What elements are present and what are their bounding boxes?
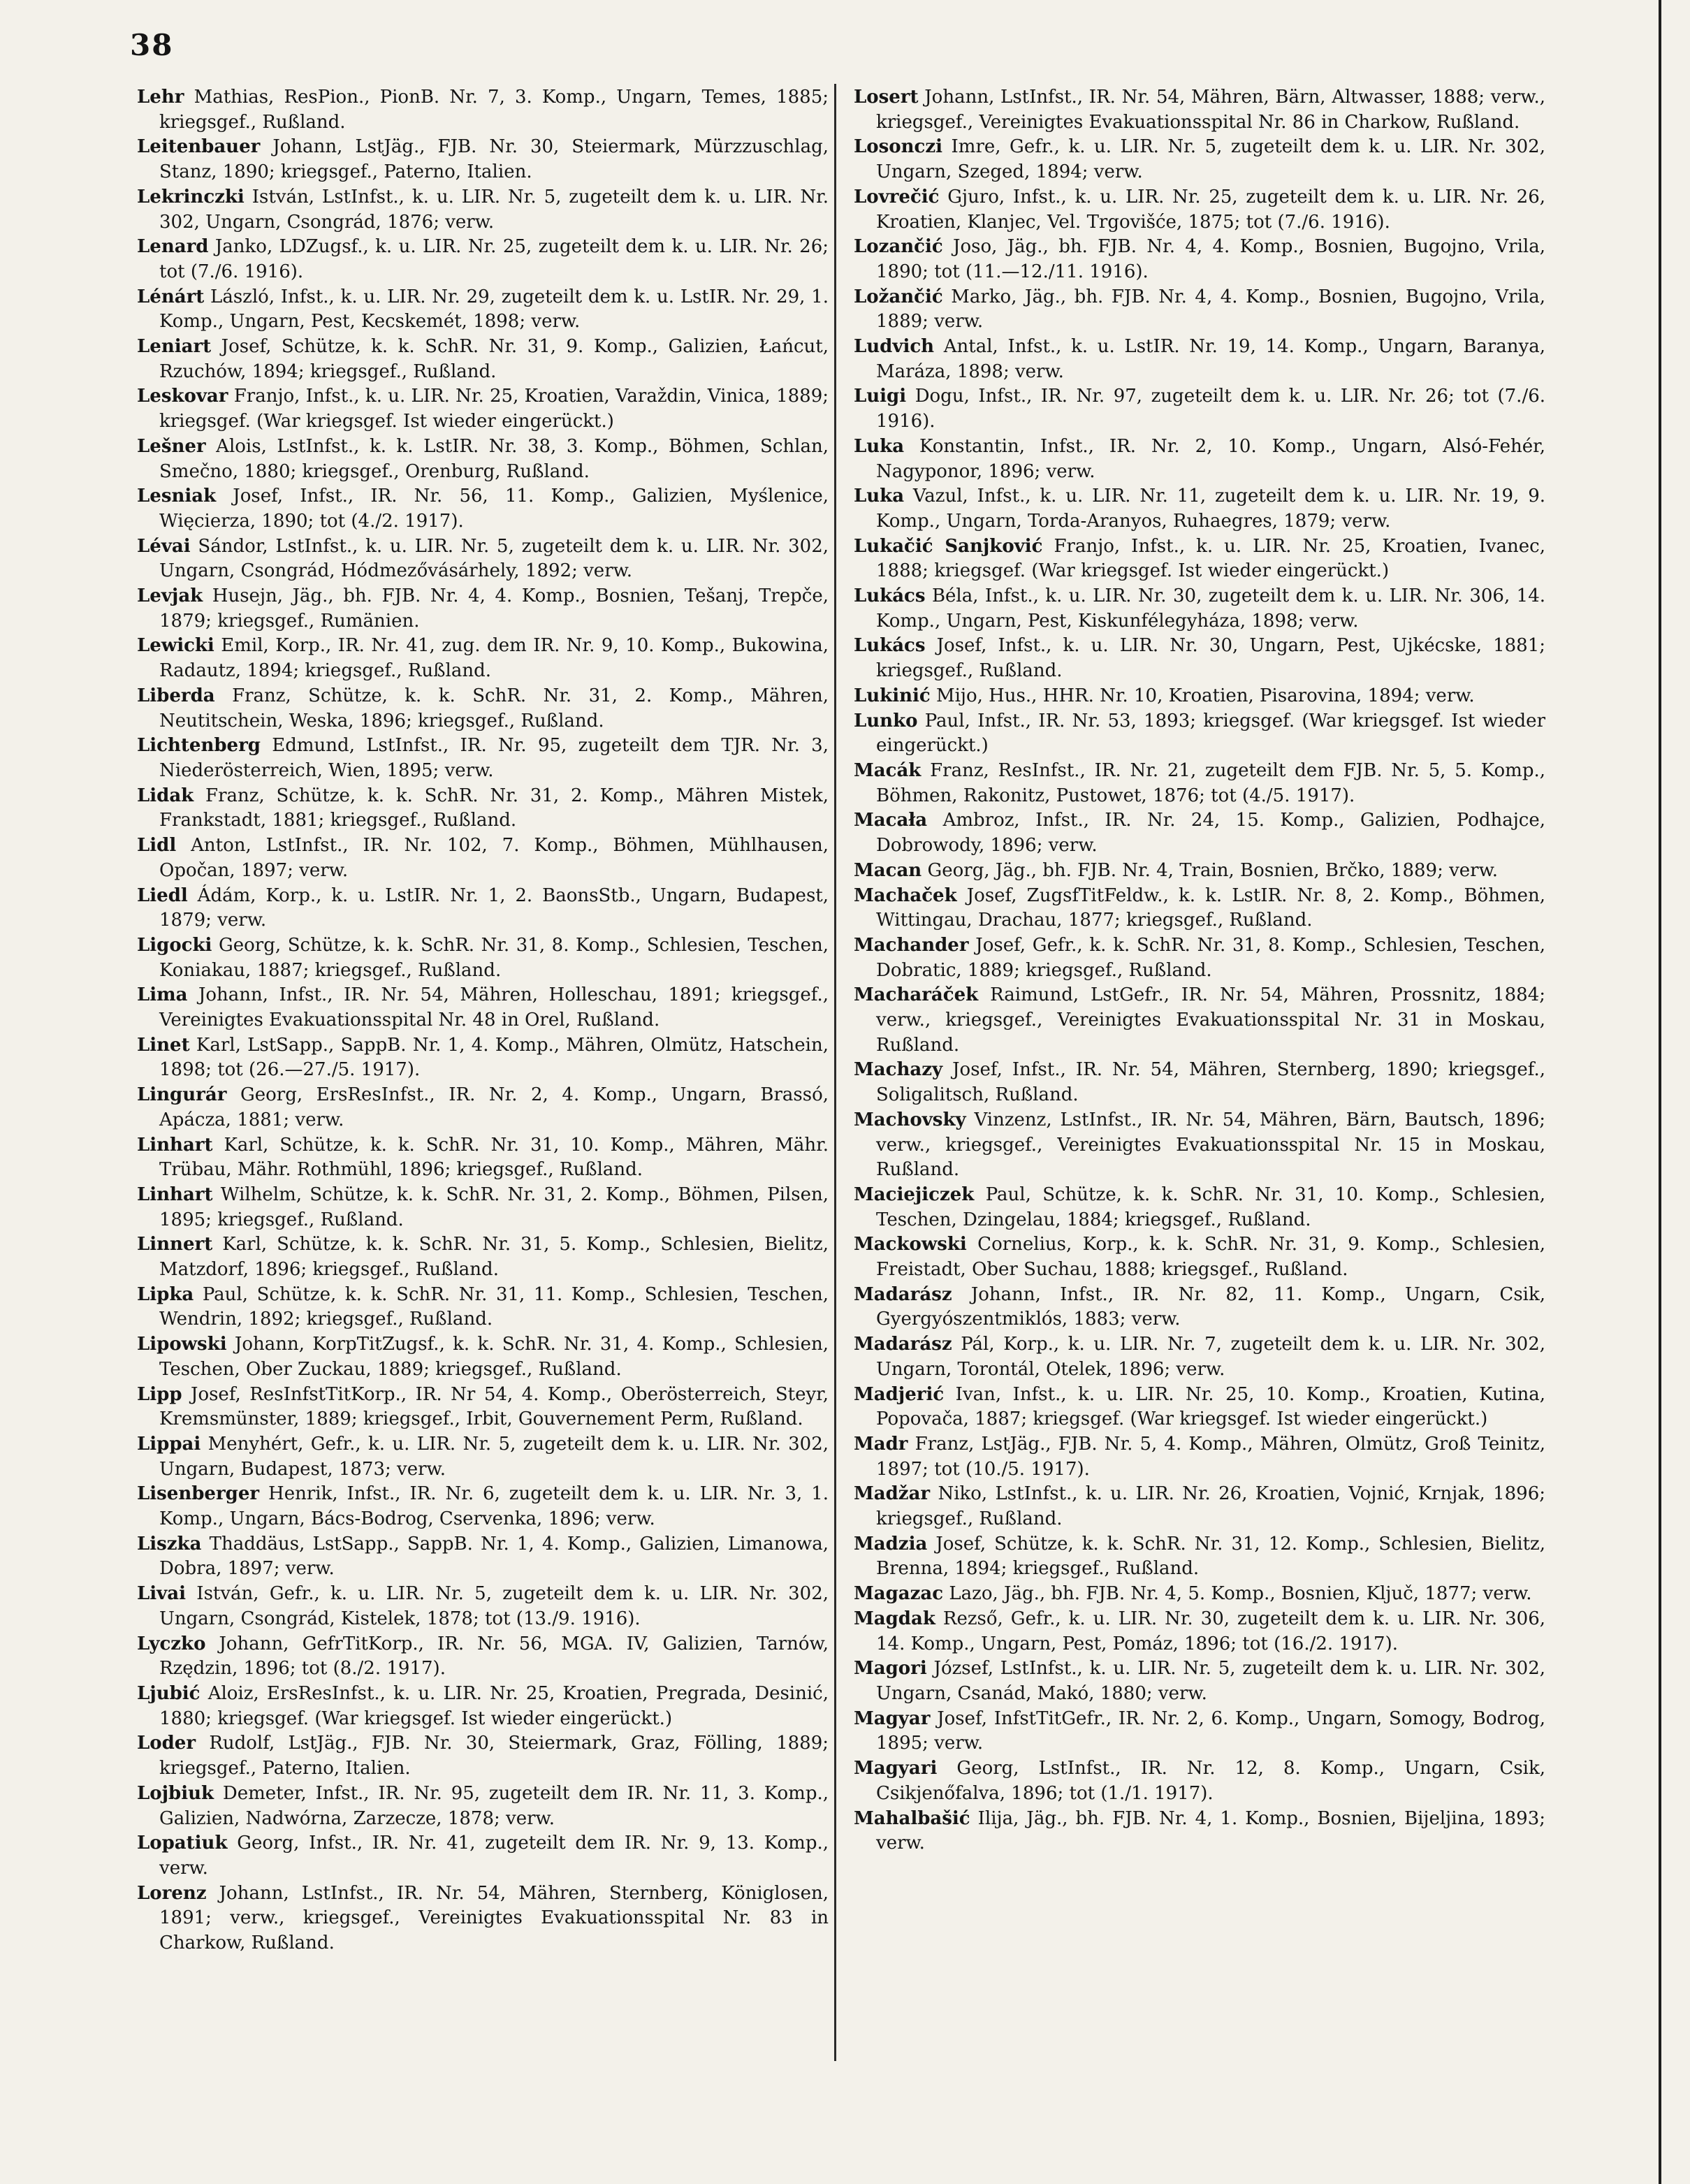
entry-surname: Magyari xyxy=(854,1758,938,1779)
register-entry xyxy=(854,634,1545,683)
entry-details: Demeter, Infst., IR. Nr. 95, zugeteilt dem IR. Nr. 11, 3. Komp., Galizien, Nadwórna, Zarzecze, 1878; verw. xyxy=(159,1782,829,1829)
entry-surname: Ludvich xyxy=(854,336,935,358)
entry-surname: Maciejiczek xyxy=(854,1184,975,1205)
entry-details: László, Infst., k. u. LIR. Nr. 29, zugeteilt dem k. u. LstIR. Nr. 29, 1. Komp., Ungarn, Pest, Kecskemét, 1898; verw. xyxy=(159,286,829,333)
entry-details: Georg, ErsResInfst., IR. Nr. 2, 4. Komp., Ungarn, Brassó, Apácza, 1881; verw. xyxy=(159,1084,829,1130)
entry-details: Ivan, Infst., k. u. LIR. Nr. 25, 10. Komp., Kroatien, Kutina, Popovača, 1887; kriegsgef. (War kriegsgef. Ist wieder eingerückt.) xyxy=(876,1383,1545,1430)
register-entry xyxy=(137,784,829,833)
register-entry xyxy=(137,335,829,384)
entry-details: Gjuro, Infst., k. u. LIR. Nr. 25, zugeteilt dem k. u. LIR. Nr. 26, Kroatien, Klanjec, Vel. Trgovišće, 1875; tot (7./6. 1916). xyxy=(876,186,1546,233)
register-entry xyxy=(854,135,1545,184)
entry-surname: Livai xyxy=(137,1583,186,1605)
register-entry xyxy=(137,285,829,335)
entry-details: Ilija, Jäg., bh. FJB. Nr. 4, 1. Komp., Bosnien, Bijeljina, 1893; verw. xyxy=(876,1807,1545,1854)
entry-details: Ambroz, Infst., IR. Nr. 24, 15. Komp., Galizien, Podhajce, Dobrowody, 1896; verw. xyxy=(876,810,1545,857)
register-entry xyxy=(137,1232,829,1282)
register-entry xyxy=(137,1332,829,1382)
entry-details: Janko, LDZugsf., k. u. LIR. Nr. 25, zugeteilt dem k. u. LIR. Nr. 26; tot (7./6. 1916). xyxy=(159,236,829,282)
entry-surname: Leitenbauer xyxy=(137,136,261,158)
entry-surname: Levjak xyxy=(137,585,203,607)
entry-details: József, LstInfst., k. u. LIR. Nr. 5, zugeteilt dem k. u. LIR. Nr. 302, Ungarn, Csanád, Makó, 1880; verw. xyxy=(876,1658,1545,1704)
entry-surname: Ligocki xyxy=(137,934,212,956)
register-entry xyxy=(137,435,829,484)
entry-surname: Lipka xyxy=(137,1283,194,1305)
entry-surname: Madjerić xyxy=(854,1383,945,1405)
entry-details: Vazul, Infst., k. u. LIR. Nr. 11, zugeteilt dem k. u. LIR. Nr. 19, 9. Komp., Ungarn, Torda-Aranyos, Ruhaegres, 1879; verw. xyxy=(876,486,1546,532)
entry-surname: Machaček xyxy=(854,884,957,906)
register-entry xyxy=(854,1482,1545,1531)
entry-details: Josef, Gefr., k. k. SchR. Nr. 31, 8. Komp., Schlesien, Teschen, Dobratic, 1889; kriegsgef., Rußland. xyxy=(876,934,1545,981)
entry-details: Vinzenz, LstInfst., IR. Nr. 54, Mähren, Bärn, Bautsch, 1896; verw., kriegsgef., Vereinigtes Evakuationsspital Nr. 15 in Moskau, Rußland. xyxy=(876,1109,1546,1181)
register-entry xyxy=(137,1731,829,1781)
register-entry xyxy=(137,933,829,983)
entry-details: Franz, Schütze, k. k. SchR. Nr. 31, 2. Komp., Mähren Mistek, Frankstadt, 1881; kriegsgef., Rußland. xyxy=(159,785,829,831)
entry-surname: Lénárt xyxy=(137,286,205,307)
entry-details: Karl, LstSapp., SappB. Nr. 1, 4. Komp., Mähren, Olmütz, Hatschein, 1898; tot (26.—27./5. 1917). xyxy=(159,1034,829,1081)
entry-details: Aloiz, ErsResInfst., k. u. LIR. Nr. 25, Kroatien, Pregrada, Desinić, 1880; kriegsgef. (War kriegsgef. Ist wieder eingerückt.) xyxy=(159,1683,829,1729)
entry-details: Edmund, LstInfst., IR. Nr. 95, zugeteilt dem TJR. Nr. 3, Niederösterreich, Wien, 1895; verw. xyxy=(159,735,829,781)
register-entry xyxy=(854,759,1545,808)
entry-details: Josef, Schütze, k. k. SchR. Nr. 31, 12. Komp., Schlesien, Bielitz, Brenna, 1894; kriegsgef., Rußland. xyxy=(876,1533,1546,1580)
register-entry xyxy=(854,335,1545,384)
entry-details: Josef, Schütze, k. k. SchR. Nr. 31, 9. Komp., Galizien, Łańcut, Rzuchów, 1894; kriegsgef., Rußland. xyxy=(159,336,829,382)
entry-surname: Lima xyxy=(137,984,188,1006)
entry-surname: Ljubić xyxy=(137,1683,201,1704)
entry-details: Niko, LstInfst., k. u. LIR. Nr. 26, Kroatien, Vojnić, Krnjak, 1896; kriegsgef., Rußland. xyxy=(876,1483,1546,1530)
entry-surname: Liedl xyxy=(137,884,188,906)
register-entry xyxy=(854,484,1545,534)
register-entry xyxy=(137,884,829,933)
entry-details: Josef, Infst., IR. Nr. 54, Mähren, Sternberg, 1890; kriegsgef., Soligalitsch, Rußland. xyxy=(876,1059,1546,1106)
right-column xyxy=(854,85,1545,1856)
entry-details: István, Gefr., k. u. LIR. Nr. 5, zugeteilt dem k. u. LIR. Nr. 302, Ungarn, Csongrád, Kistelek, 1878; tot (13./9. 1916). xyxy=(159,1583,829,1629)
register-entry xyxy=(137,1083,829,1133)
entry-surname: Liszka xyxy=(137,1533,202,1555)
entry-details: Georg, LstInfst., IR. Nr. 12, 8. Komp., Ungarn, Csik, Csikjenőfalva, 1896; tot (1./1. 1917). xyxy=(876,1758,1546,1804)
entry-surname: Loder xyxy=(137,1733,196,1754)
entry-surname: Madr xyxy=(854,1433,908,1455)
register-entry xyxy=(137,384,829,434)
register-entry xyxy=(137,1482,829,1531)
entry-surname: Madarász xyxy=(854,1283,952,1305)
entry-details: Johann, KorpTitZugsf., k. k. SchR. Nr. 31, 4. Komp., Schlesien, Teschen, Ober Zuckau, 1889; kriegsgef., Rußland. xyxy=(159,1334,829,1380)
entry-surname: Lorenz xyxy=(137,1882,207,1904)
register-entry xyxy=(137,1831,829,1881)
entry-details: Wilhelm, Schütze, k. k. SchR. Nr. 31, 2. Komp., Böhmen, Pilsen, 1895; kriegsgef., Rußland. xyxy=(159,1184,829,1230)
entry-surname: Leniart xyxy=(137,336,212,358)
entry-details: Ádám, Korp., k. u. LstIR. Nr. 1, 2. BaonsStb., Ungarn, Budapest, 1879; verw. xyxy=(159,884,829,931)
entry-details: Karl, Schütze, k. k. SchR. Nr. 31, 5. Komp., Schlesien, Bielitz, Matzdorf, 1896; kriegsgef., Rußland. xyxy=(159,1234,829,1281)
entry-surname: Lojbiuk xyxy=(137,1782,214,1804)
entry-surname: Luka xyxy=(854,486,905,507)
entry-surname: Lippai xyxy=(137,1433,201,1455)
entry-surname: Lekrinczki xyxy=(137,186,245,208)
entry-surname: Lidak xyxy=(137,785,194,806)
entry-surname: Linhart xyxy=(137,1184,213,1205)
entry-surname: Lopatiuk xyxy=(137,1833,228,1854)
register-entry xyxy=(137,983,829,1033)
entry-details: Josef, ResInfstTitKorp., IR. Nr 54, 4. Komp., Oberösterreich, Steyr, Kremsmünster, 1889; kriegsgef., Irbit, Gouvernement Perm, Rußland. xyxy=(159,1383,829,1430)
entry-surname: Madzia xyxy=(854,1533,928,1555)
entry-details: Rudolf, LstJäg., FJB. Nr. 30, Steiermark, Graz, Fölling, 1889; kriegsgef., Paterno, Italien. xyxy=(159,1733,829,1779)
register-entry xyxy=(137,1133,829,1183)
entry-surname: Lichtenberg xyxy=(137,735,261,757)
register-entry xyxy=(137,1782,829,1831)
entry-surname: Leskovar xyxy=(137,386,228,407)
entry-surname: Machovsky xyxy=(854,1109,966,1130)
register-entry xyxy=(854,285,1545,335)
entry-surname: Losonczi xyxy=(854,136,942,158)
entry-surname: Lesniak xyxy=(137,486,217,507)
register-entry xyxy=(854,1432,1545,1482)
entry-details: Thaddäus, LstSapp., SappB. Nr. 1, 4. Komp., Galizien, Limanowa, Dobra, 1897; verw. xyxy=(159,1533,829,1580)
register-entry xyxy=(854,1332,1545,1382)
entry-details: Konstantin, Infst., IR. Nr. 2, 10. Komp., Ungarn, Alsó-Fehér, Nagyponor, 1896; verw. xyxy=(876,435,1545,482)
register-entry xyxy=(854,709,1545,759)
register-entry xyxy=(854,1108,1545,1183)
entry-details: Béla, Infst., k. u. LIR. Nr. 30, zugeteilt dem k. u. LIR. Nr. 306, 14. Komp., Ungarn, Pest, Kiskunfélegyháza, 1898; verw. xyxy=(876,585,1545,632)
entry-surname: Macák xyxy=(854,759,922,781)
entry-details: Husejn, Jäg., bh. FJB. Nr. 4, 4. Komp., Bosnien, Tešanj, Trepče, 1879; kriegsgef., Rumänien. xyxy=(159,585,829,632)
entry-details: Johann, LstJäg., FJB. Nr. 30, Steiermark, Mürzzuschlag, Stanz, 1890; kriegsgef., Paterno, Italien. xyxy=(159,136,829,183)
entry-surname: Losert xyxy=(854,87,919,108)
entry-details: Josef, InfstTitGefr., IR. Nr. 2, 6. Komp., Ungarn, Somogy, Bodrog, 1895; verw. xyxy=(876,1708,1545,1754)
column-divider xyxy=(834,84,836,2061)
register-entry xyxy=(137,1183,829,1232)
register-entry xyxy=(137,684,829,734)
register-entry xyxy=(137,584,829,634)
register-entry xyxy=(854,983,1545,1058)
register-entry xyxy=(137,185,829,235)
register-entry xyxy=(854,1383,1545,1432)
page-number: 38 xyxy=(130,28,174,62)
register-entry xyxy=(137,85,829,135)
entry-details: Raimund, LstGefr., IR. Nr. 54, Mähren, Prossnitz, 1884; verw., kriegsgef., Vereinigtes Evakuationsspital Nr. 31 in Moskau, Rußland. xyxy=(876,984,1546,1056)
entry-details: Johann, Infst., IR. Nr. 82, 11. Komp., Ungarn, Csik, Gyergyószentmiklós, 1883; verw. xyxy=(876,1283,1545,1330)
entry-details: Lazo, Jäg., bh. FJB. Nr. 4, 5. Komp., Bosnien, Ključ, 1877; verw. xyxy=(949,1583,1532,1605)
entry-surname: Magyar xyxy=(854,1708,931,1729)
register-entry xyxy=(854,1707,1545,1756)
entry-surname: Lešner xyxy=(137,435,206,457)
entry-details: Franz, ResInfst., IR. Nr. 21, zugeteilt dem FJB. Nr. 5, 5. Komp., Böhmen, Rakonitz, Pustowet, 1876; tot (4./5. 1917). xyxy=(876,759,1545,806)
entry-surname: Lukács xyxy=(854,585,926,607)
entry-details: István, LstInfst., k. u. LIR. Nr. 5, zugeteilt dem k. u. LIR. Nr. 302, Ungarn, Csongrád, 1876; verw. xyxy=(159,186,829,233)
entry-surname: Macan xyxy=(854,859,922,881)
register-entry xyxy=(854,235,1545,284)
entry-surname: Magori xyxy=(854,1658,927,1680)
entry-surname: Madarász xyxy=(854,1334,952,1355)
register-entry xyxy=(854,859,1545,884)
register-entry xyxy=(137,634,829,683)
register-entry xyxy=(854,584,1545,634)
entry-details: Dogu, Infst., IR. Nr. 97, zugeteilt dem k. u. LIR. Nr. 26; tot (7./6. 1916). xyxy=(876,386,1546,432)
register-entry xyxy=(137,1881,829,1956)
entry-surname: Lipowski xyxy=(137,1334,227,1355)
register-entry xyxy=(137,1532,829,1582)
entry-details: Franjo, Infst., k. u. LIR. Nr. 25, Kroatien, Varaždin, Vinica, 1889; kriegsgef. (War kriegsgef. Ist wieder eingerückt.) xyxy=(159,386,829,432)
entry-details: Georg, Infst., IR. Nr. 41, zugeteilt dem IR. Nr. 9, 13. Komp., verw. xyxy=(159,1833,829,1879)
entry-details: Franjo, Infst., k. u. LIR. Nr. 25, Kroatien, Ivanec, 1888; kriegsgef. (War kriegsgef. Ist wieder eingerückt.) xyxy=(876,535,1546,582)
entry-details: Franz, LstJäg., FJB. Nr. 5, 4. Komp., Mähren, Olmütz, Groß Teinitz, 1897; tot (10./5. 1917). xyxy=(876,1433,1546,1480)
entry-details: Johann, LstInfst., IR. Nr. 54, Mähren, Bärn, Altwasser, 1888; verw., kriegsgef., Vereinigtes Evakuationsspital Nr. 86 in Charkow, Rußland. xyxy=(876,87,1545,133)
entry-details: Karl, Schütze, k. k. SchR. Nr. 31, 10. Komp., Mähren, Mähr. Trübau, Mähr. Rothmühl, 1896; kriegsgef., Rußland. xyxy=(159,1134,829,1181)
register-entry xyxy=(854,185,1545,235)
entry-details: Paul, Infst., IR. Nr. 53, 1893; kriegsgef. (War kriegsgef. Ist wieder eingerückt.) xyxy=(876,710,1545,757)
register-entry xyxy=(854,1607,1545,1657)
register-entry xyxy=(854,1058,1545,1107)
entry-details: Joso, Jäg., bh. FJB. Nr. 4, 4. Komp., Bosnien, Bugojno, Vrila, 1890; tot (11.—12./11. 1916). xyxy=(876,236,1545,282)
entry-details: Josef, ZugsfTitFeldw., k. k. LstIR. Nr. 8, 2. Komp., Böhmen, Wittingau, Drachau, 1877; kriegsgef., Rußland. xyxy=(876,884,1546,931)
entry-details: Johann, LstInfst., IR. Nr. 54, Mähren, Sternberg, Königlosen, 1891; verw., kriegsgef., Vereinigtes Evakuationsspital Nr. 83 in Charkow, Rußland. xyxy=(159,1882,829,1954)
entry-details: Paul, Schütze, k. k. SchR. Nr. 31, 11. Komp., Schlesien, Teschen, Wendrin, 1892; kriegsgef., Rußland. xyxy=(159,1283,829,1330)
entry-surname: Linet xyxy=(137,1034,190,1056)
entry-details: Franz, Schütze, k. k. SchR. Nr. 31, 2. Komp., Mähren, Neutitschein, Weska, 1896; kriegsgef., Rußland. xyxy=(159,685,829,731)
entry-surname: Lenard xyxy=(137,236,209,258)
register-entry xyxy=(854,534,1545,584)
entry-details: Georg, Jäg., bh. FJB. Nr. 4, Train, Bosnien, Brčko, 1889; verw. xyxy=(927,859,1499,881)
register-entry xyxy=(137,484,829,534)
register-entry xyxy=(854,1183,1545,1232)
register-entry xyxy=(854,933,1545,983)
entry-details: Henrik, Infst., IR. Nr. 6, zugeteilt dem k. u. LIR. Nr. 3, 1. Komp., Ungarn, Bács-Bodrog, Cservenka, 1896; verw. xyxy=(159,1483,829,1530)
entry-details: Menyhért, Gefr., k. u. LIR. Nr. 5, zugeteilt dem k. u. LIR. Nr. 302, Ungarn, Budapest, 1873; verw. xyxy=(159,1433,829,1480)
register-entry xyxy=(137,1283,829,1332)
entry-surname: Lewicki xyxy=(137,635,214,657)
register-entry xyxy=(137,734,829,783)
entry-details: Josef, Infst., k. u. LIR. Nr. 30, Ungarn, Pest, Ujkécske, 1881; kriegsgef., Rußland. xyxy=(876,635,1546,682)
register-entry xyxy=(137,1582,829,1631)
entry-details: Alois, LstInfst., k. k. LstIR. Nr. 38, 3. Komp., Böhmen, Schlan, Smečno, 1880; kriegsgef., Orenburg, Rußland. xyxy=(159,435,829,482)
entry-surname: Macała xyxy=(854,810,928,831)
entry-surname: Lovrečić xyxy=(854,186,940,208)
entry-surname: Lukinić xyxy=(854,685,931,706)
register-entry xyxy=(854,1756,1545,1806)
register-entry xyxy=(854,1532,1545,1582)
entry-surname: Macharáček xyxy=(854,984,979,1006)
entry-surname: Ložančić xyxy=(854,286,943,307)
entry-surname: Lehr xyxy=(137,87,184,108)
register-entry xyxy=(854,1807,1545,1856)
register-entry xyxy=(854,85,1545,135)
entry-surname: Lévai xyxy=(137,535,191,557)
entry-surname: Lyczko xyxy=(137,1633,206,1654)
entry-details: Josef, Infst., IR. Nr. 56, 11. Komp., Galizien, Myślenice, Więcierza, 1890; tot (4./2. 1917). xyxy=(159,486,829,532)
entry-details: Johann, Infst., IR. Nr. 54, Mähren, Holleschau, 1891; kriegsgef., Vereinigtes Evakuationsspital Nr. 48 in Orel, Rußland. xyxy=(159,984,829,1031)
register-entry xyxy=(137,833,829,883)
page-edge-rule xyxy=(1659,0,1661,2184)
entry-surname: Lisenberger xyxy=(137,1483,260,1505)
entry-details: Mijo, Hus., HHR. Nr. 10, Kroatien, Pisarovina, 1894; verw. xyxy=(935,685,1475,706)
entry-surname: Madžar xyxy=(854,1483,931,1505)
entry-surname: Mackowski xyxy=(854,1234,967,1255)
entry-surname: Machander xyxy=(854,934,969,956)
left-column xyxy=(137,85,829,1956)
register-entry xyxy=(137,135,829,184)
entry-surname: Machazy xyxy=(854,1059,943,1081)
entry-details: Johann, GefrTitKorp., IR. Nr. 56, MGA. IV, Galizien, Tarnów, Rzędzin, 1896; tot (8./2. 1917). xyxy=(159,1633,829,1680)
register-entry xyxy=(854,1283,1545,1332)
register-entry xyxy=(137,1033,829,1083)
entry-surname: Linnert xyxy=(137,1234,213,1255)
register-entry xyxy=(854,884,1545,933)
entry-details: Mathias, ResPion., PionB. Nr. 7, 3. Komp., Ungarn, Temes, 1885; kriegsgef., Rußland. xyxy=(159,87,829,133)
register-entry xyxy=(137,1383,829,1432)
entry-surname: Lukačić Sanjković xyxy=(854,535,1043,557)
entry-details: Pál, Korp., k. u. LIR. Nr. 7, zugeteilt dem k. u. LIR. Nr. 302, Ungarn, Torontál, Otelek, 1896; verw. xyxy=(876,1334,1545,1380)
entry-details: Marko, Jäg., bh. FJB. Nr. 4, 4. Komp., Bosnien, Bugojno, Vrila, 1889; verw. xyxy=(876,286,1546,333)
entry-surname: Mahalbašić xyxy=(854,1807,970,1829)
entry-surname: Luka xyxy=(854,435,905,457)
entry-details: Cornelius, Korp., k. k. SchR. Nr. 31, 9. Komp., Schlesien, Freistadt, Ober Suchau, 1888; kriegsgef., Rußland. xyxy=(876,1234,1545,1281)
register-entry xyxy=(854,808,1545,858)
entry-surname: Lidl xyxy=(137,835,177,857)
entry-surname: Lukács xyxy=(854,635,926,657)
register-entry xyxy=(854,1582,1545,1607)
register-entry xyxy=(854,1232,1545,1282)
entry-surname: Lingurár xyxy=(137,1084,227,1106)
register-entry xyxy=(854,435,1545,484)
entry-details: Imre, Gefr., k. u. LIR. Nr. 5, zugeteilt dem k. u. LIR. Nr. 302, Ungarn, Szeged, 1894; verw. xyxy=(876,136,1545,183)
entry-surname: Lipp xyxy=(137,1383,182,1405)
entry-details: Rezső, Gefr., k. u. LIR. Nr. 30, zugeteilt dem k. u. LIR. Nr. 306, 14. Komp., Ungarn, Pest, Pomáz, 1896; tot (16./2. 1917). xyxy=(876,1608,1546,1654)
entry-surname: Luigi xyxy=(854,386,907,407)
entry-details: Emil, Korp., IR. Nr. 41, zug. dem IR. Nr. 9, 10. Komp., Bukowina, Radautz, 1894; kriegsgef., Rußland. xyxy=(159,635,829,682)
entry-surname: Magazac xyxy=(854,1583,944,1605)
register-entry xyxy=(137,1432,829,1482)
register-entry xyxy=(854,684,1545,709)
entry-surname: Magdak xyxy=(854,1608,935,1629)
register-entry xyxy=(854,1657,1545,1706)
entry-details: Georg, Schütze, k. k. SchR. Nr. 31, 8. Komp., Schlesien, Teschen, Koniakau, 1887; kriegsgef., Rußland. xyxy=(159,934,829,981)
entry-surname: Liberda xyxy=(137,685,215,706)
register-entry xyxy=(137,235,829,284)
register-entry xyxy=(854,384,1545,434)
entry-surname: Lozančić xyxy=(854,236,943,258)
register-entry xyxy=(137,1632,829,1682)
entry-details: Paul, Schütze, k. k. SchR. Nr. 31, 10. Komp., Schlesien, Teschen, Dzingelau, 1884; kriegsgef., Rußland. xyxy=(876,1184,1546,1230)
register-entry xyxy=(137,534,829,584)
entry-surname: Linhart xyxy=(137,1134,213,1156)
entry-details: Antal, Infst., k. u. LstIR. Nr. 19, 14. Komp., Ungarn, Baranya, Maráza, 1898; verw. xyxy=(876,336,1546,382)
entry-surname: Lunko xyxy=(854,710,918,731)
entry-details: Anton, LstInfst., IR. Nr. 102, 7. Komp., Böhmen, Mühlhausen, Opočan, 1897; verw. xyxy=(159,835,829,881)
entry-details: Sándor, LstInfst., k. u. LIR. Nr. 5, zugeteilt dem k. u. LIR. Nr. 302, Ungarn, Csongrád, Hódmezővásárhely, 1892; verw. xyxy=(159,535,829,582)
register-entry xyxy=(137,1682,829,1731)
